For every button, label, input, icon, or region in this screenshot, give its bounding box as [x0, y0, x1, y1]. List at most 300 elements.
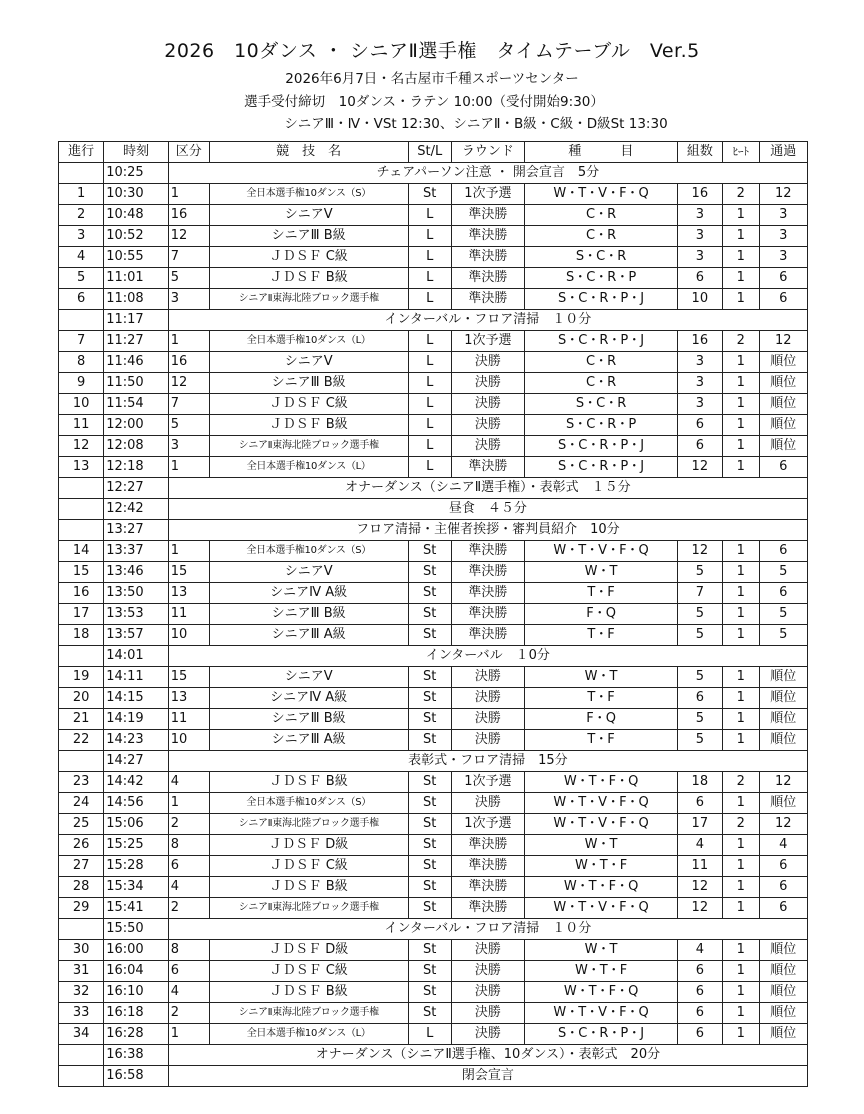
- round-cell: 準決勝: [451, 835, 524, 856]
- category-cell: 5: [168, 268, 209, 289]
- table-row: [59, 604, 808, 625]
- heat-cell: 2: [722, 331, 759, 352]
- date-venue-line: 2026年6月7日・名古屋市千種スポーツセンター: [285, 71, 579, 87]
- style-cell: St: [408, 709, 451, 730]
- competition-name: ＪＤＳＦ B級: [209, 982, 408, 1003]
- category-cell: 5: [168, 415, 209, 436]
- competition-name: シニアⅡ東海北陸ブロック選手権: [209, 814, 408, 835]
- time-cell: 14:15: [104, 688, 169, 709]
- col-header-round: ラウンド: [451, 142, 524, 163]
- table-row: [59, 352, 808, 373]
- time-cell: 15:41: [104, 898, 169, 919]
- style-cell: St: [408, 982, 451, 1003]
- competition-name: ＪＤＳＦ C級: [209, 961, 408, 982]
- progress-no: 31: [59, 961, 104, 982]
- progress-no: 32: [59, 982, 104, 1003]
- pass-cell: 順位: [759, 688, 808, 709]
- pairs-cell: 10: [677, 289, 722, 310]
- heat-cell: 1: [722, 352, 759, 373]
- dances-cell: T・F: [524, 730, 677, 751]
- col-header-competition: 競 技 名: [209, 142, 408, 163]
- competition-name: シニアⅢ B級: [209, 373, 408, 394]
- heat-cell: 1: [722, 1003, 759, 1024]
- heat-cell: 1: [722, 877, 759, 898]
- round-cell: 準決勝: [451, 625, 524, 646]
- round-cell: 1次予選: [451, 184, 524, 205]
- dances-cell: W・T・F・Q: [524, 877, 677, 898]
- category-cell: 1: [168, 793, 209, 814]
- table-row: [59, 982, 808, 1003]
- style-cell: St: [408, 961, 451, 982]
- pass-cell: 5: [759, 625, 808, 646]
- competition-name: ＪＤＳＦ B級: [209, 877, 408, 898]
- progress-no: [59, 751, 104, 772]
- progress-no: 2: [59, 205, 104, 226]
- pairs-cell: 17: [677, 814, 722, 835]
- category-cell: 4: [168, 772, 209, 793]
- table-row: [59, 772, 808, 793]
- category-cell: 6: [168, 961, 209, 982]
- time-cell: 10:55: [104, 247, 169, 268]
- progress-no: 14: [59, 541, 104, 562]
- dances-cell: T・F: [524, 583, 677, 604]
- dances-cell: C・R: [524, 205, 677, 226]
- heat-cell: 1: [722, 961, 759, 982]
- event-row: [59, 310, 808, 331]
- heat-cell: 1: [722, 1024, 759, 1045]
- time-cell: 11:01: [104, 268, 169, 289]
- time-cell: 15:25: [104, 835, 169, 856]
- pass-cell: 順位: [759, 709, 808, 730]
- table-row: [59, 457, 808, 478]
- competition-name: シニアV: [209, 352, 408, 373]
- event-note: 表彰式・フロア清掃 15分: [168, 751, 807, 772]
- style-cell: St: [408, 583, 451, 604]
- time-cell: 12:00: [104, 415, 169, 436]
- progress-no: 34: [59, 1024, 104, 1045]
- category-cell: 1: [168, 184, 209, 205]
- time-cell: 16:28: [104, 1024, 169, 1045]
- pass-cell: 6: [759, 289, 808, 310]
- style-cell: L: [408, 436, 451, 457]
- style-cell: L: [408, 415, 451, 436]
- competition-name: シニアⅣ A級: [209, 688, 408, 709]
- pairs-cell: 3: [677, 226, 722, 247]
- time-cell: 14:19: [104, 709, 169, 730]
- dances-cell: W・T: [524, 835, 677, 856]
- round-cell: 準決勝: [451, 457, 524, 478]
- progress-no: 24: [59, 793, 104, 814]
- category-cell: 2: [168, 814, 209, 835]
- competition-name: ＪＤＳＦ B級: [209, 415, 408, 436]
- time-cell: 13:50: [104, 583, 169, 604]
- col-header-pass: 通過: [759, 142, 808, 163]
- pairs-cell: 5: [677, 625, 722, 646]
- category-cell: 1: [168, 1024, 209, 1045]
- category-cell: 15: [168, 667, 209, 688]
- pairs-cell: 3: [677, 373, 722, 394]
- heat-cell: 1: [722, 604, 759, 625]
- style-cell: L: [408, 226, 451, 247]
- dances-cell: S・C・R・P・J: [524, 289, 677, 310]
- pass-cell: 6: [759, 583, 808, 604]
- col-header-pairs: 組数: [677, 142, 722, 163]
- heat-cell: 1: [722, 793, 759, 814]
- pairs-cell: 5: [677, 604, 722, 625]
- heat-cell: 2: [722, 814, 759, 835]
- heat-cell: 1: [722, 982, 759, 1003]
- dances-cell: C・R: [524, 373, 677, 394]
- progress-no: [59, 1045, 104, 1066]
- heat-cell: 1: [722, 268, 759, 289]
- progress-no: 29: [59, 898, 104, 919]
- pass-cell: 順位: [759, 394, 808, 415]
- dances-cell: W・T: [524, 940, 677, 961]
- time-cell: 16:58: [104, 1066, 169, 1087]
- progress-no: 12: [59, 436, 104, 457]
- dances-cell: C・R: [524, 352, 677, 373]
- dances-cell: S・C・R・P・J: [524, 331, 677, 352]
- dances-cell: W・T・V・F・Q: [524, 793, 677, 814]
- progress-no: 19: [59, 667, 104, 688]
- dances-cell: F・Q: [524, 604, 677, 625]
- round-cell: 決勝: [451, 793, 524, 814]
- pairs-cell: 16: [677, 331, 722, 352]
- pairs-cell: 6: [677, 268, 722, 289]
- pass-cell: 順位: [759, 940, 808, 961]
- pairs-cell: 4: [677, 940, 722, 961]
- col-header-dances: 種 目: [524, 142, 677, 163]
- heat-cell: 1: [722, 688, 759, 709]
- style-cell: L: [408, 205, 451, 226]
- time-cell: 10:25: [104, 163, 169, 184]
- round-cell: 決勝: [451, 688, 524, 709]
- page-title: 2026 10ダンス ・ シニアⅡ選手権 タイムテーブル Ver.5: [164, 40, 700, 62]
- category-cell: 10: [168, 730, 209, 751]
- heat-cell: 1: [722, 856, 759, 877]
- table-row: [59, 436, 808, 457]
- event-row: [59, 478, 808, 499]
- table-row: [59, 835, 808, 856]
- pairs-cell: 6: [677, 982, 722, 1003]
- event-note: インターバル １0分: [168, 646, 807, 667]
- pairs-cell: 6: [677, 1003, 722, 1024]
- round-cell: 準決勝: [451, 226, 524, 247]
- time-cell: 14:42: [104, 772, 169, 793]
- time-cell: 13:27: [104, 520, 169, 541]
- table-row: [59, 268, 808, 289]
- progress-no: 7: [59, 331, 104, 352]
- competition-name: シニアⅢ B級: [209, 709, 408, 730]
- time-cell: 15:50: [104, 919, 169, 940]
- table-row: [59, 688, 808, 709]
- reception-deadline-line-2: シニアⅢ・Ⅳ・VSt 12:30、シニアⅡ・B級・C級・D級St 13:30: [284, 116, 668, 132]
- category-cell: 7: [168, 394, 209, 415]
- table-row: [59, 877, 808, 898]
- progress-no: 18: [59, 625, 104, 646]
- table-row: [59, 331, 808, 352]
- timetable-body: [59, 163, 808, 1087]
- time-cell: 13:53: [104, 604, 169, 625]
- pass-cell: 3: [759, 205, 808, 226]
- competition-name: シニアⅣ A級: [209, 583, 408, 604]
- style-cell: L: [408, 457, 451, 478]
- time-cell: 14:56: [104, 793, 169, 814]
- table-row: [59, 814, 808, 835]
- style-cell: L: [408, 289, 451, 310]
- competition-name: ＪＤＳＦ B級: [209, 268, 408, 289]
- style-cell: St: [408, 772, 451, 793]
- progress-no: [59, 520, 104, 541]
- round-cell: 決勝: [451, 352, 524, 373]
- dances-cell: S・C・R・P・J: [524, 457, 677, 478]
- competition-name: シニアⅢ A級: [209, 625, 408, 646]
- event-note: インターバル・フロア清掃 １０分: [168, 919, 807, 940]
- category-cell: 10: [168, 625, 209, 646]
- style-cell: St: [408, 730, 451, 751]
- pairs-cell: 7: [677, 583, 722, 604]
- time-cell: 12:27: [104, 478, 169, 499]
- table-row: [59, 247, 808, 268]
- category-cell: 12: [168, 226, 209, 247]
- time-cell: 10:48: [104, 205, 169, 226]
- time-cell: 12:08: [104, 436, 169, 457]
- dances-cell: W・T・F: [524, 961, 677, 982]
- time-cell: 14:01: [104, 646, 169, 667]
- dances-cell: W・T・V・F・Q: [524, 1003, 677, 1024]
- table-row: [59, 373, 808, 394]
- round-cell: 準決勝: [451, 856, 524, 877]
- round-cell: 1次予選: [451, 331, 524, 352]
- category-cell: 16: [168, 205, 209, 226]
- style-cell: St: [408, 562, 451, 583]
- heat-cell: 1: [722, 940, 759, 961]
- category-cell: 2: [168, 1003, 209, 1024]
- heat-cell: 1: [722, 835, 759, 856]
- category-cell: 7: [168, 247, 209, 268]
- pairs-cell: 6: [677, 436, 722, 457]
- competition-name: 全日本選手権10ダンス（L）: [209, 457, 408, 478]
- col-header-heat: ﾋｰﾄ: [722, 142, 759, 163]
- pairs-cell: 5: [677, 562, 722, 583]
- pairs-cell: 3: [677, 247, 722, 268]
- table-row: [59, 394, 808, 415]
- competition-name: ＪＤＳＦ B級: [209, 772, 408, 793]
- dances-cell: T・F: [524, 625, 677, 646]
- pass-cell: 12: [759, 184, 808, 205]
- dances-cell: W・T・V・F・Q: [524, 814, 677, 835]
- style-cell: St: [408, 793, 451, 814]
- time-cell: 14:23: [104, 730, 169, 751]
- time-cell: 13:37: [104, 541, 169, 562]
- pass-cell: 順位: [759, 1003, 808, 1024]
- event-row: [59, 1066, 808, 1087]
- col-header-category: 区分: [168, 142, 209, 163]
- heat-cell: 1: [722, 730, 759, 751]
- time-cell: 12:42: [104, 499, 169, 520]
- pass-cell: 順位: [759, 436, 808, 457]
- dances-cell: T・F: [524, 688, 677, 709]
- progress-no: 9: [59, 373, 104, 394]
- pairs-cell: 3: [677, 352, 722, 373]
- heat-cell: 1: [722, 583, 759, 604]
- pass-cell: 6: [759, 268, 808, 289]
- progress-no: 28: [59, 877, 104, 898]
- progress-no: 33: [59, 1003, 104, 1024]
- progress-no: 11: [59, 415, 104, 436]
- round-cell: 決勝: [451, 730, 524, 751]
- pairs-cell: 16: [677, 184, 722, 205]
- round-cell: 準決勝: [451, 205, 524, 226]
- competition-name: シニアⅡ東海北陸ブロック選手権: [209, 436, 408, 457]
- round-cell: 決勝: [451, 940, 524, 961]
- time-cell: 11:27: [104, 331, 169, 352]
- event-note: オナーダンス（シニアⅡ選手権、10ダンス）・表彰式 20分: [168, 1045, 807, 1066]
- style-cell: L: [408, 373, 451, 394]
- round-cell: 決勝: [451, 1024, 524, 1045]
- progress-no: 30: [59, 940, 104, 961]
- dances-cell: W・T・V・F・Q: [524, 184, 677, 205]
- category-cell: 11: [168, 709, 209, 730]
- table-row: [59, 793, 808, 814]
- competition-name: 全日本選手権10ダンス（S）: [209, 793, 408, 814]
- category-cell: 8: [168, 835, 209, 856]
- round-cell: 決勝: [451, 436, 524, 457]
- style-cell: St: [408, 940, 451, 961]
- event-note: 昼食 ４５分: [168, 499, 807, 520]
- style-cell: St: [408, 814, 451, 835]
- event-note: インターバル・フロア清掃 １０分: [168, 310, 807, 331]
- dances-cell: W・T: [524, 667, 677, 688]
- time-cell: 16:18: [104, 1003, 169, 1024]
- category-cell: 16: [168, 352, 209, 373]
- competition-name: シニアⅡ東海北陸ブロック選手権: [209, 289, 408, 310]
- category-cell: 8: [168, 940, 209, 961]
- time-cell: 15:28: [104, 856, 169, 877]
- round-cell: 1次予選: [451, 772, 524, 793]
- progress-no: [59, 163, 104, 184]
- progress-no: 3: [59, 226, 104, 247]
- event-note: オナーダンス（シニアⅡ選手権）・表彰式 １５分: [168, 478, 807, 499]
- reception-deadline-line: 選手受付締切 10ダンス・ラテン 10:00（受付開始9:30）: [244, 94, 604, 110]
- heat-cell: 1: [722, 667, 759, 688]
- style-cell: St: [408, 835, 451, 856]
- style-cell: St: [408, 625, 451, 646]
- progress-no: 6: [59, 289, 104, 310]
- event-row: [59, 1045, 808, 1066]
- time-cell: 11:54: [104, 394, 169, 415]
- progress-no: [59, 646, 104, 667]
- heat-cell: 1: [722, 289, 759, 310]
- round-cell: 決勝: [451, 961, 524, 982]
- category-cell: 3: [168, 289, 209, 310]
- pass-cell: 順位: [759, 352, 808, 373]
- time-cell: 16:00: [104, 940, 169, 961]
- style-cell: L: [408, 331, 451, 352]
- competition-name: ＪＤＳＦ C級: [209, 394, 408, 415]
- heat-cell: 1: [722, 436, 759, 457]
- pairs-cell: 6: [677, 415, 722, 436]
- pairs-cell: 12: [677, 898, 722, 919]
- category-cell: 3: [168, 436, 209, 457]
- progress-no: 20: [59, 688, 104, 709]
- pass-cell: 5: [759, 604, 808, 625]
- competition-name: ＪＤＳＦ C級: [209, 247, 408, 268]
- style-cell: L: [408, 352, 451, 373]
- style-cell: St: [408, 541, 451, 562]
- competition-name: ＪＤＳＦ C級: [209, 856, 408, 877]
- competition-name: シニアⅡ東海北陸ブロック選手権: [209, 898, 408, 919]
- pairs-cell: 11: [677, 856, 722, 877]
- progress-no: 22: [59, 730, 104, 751]
- round-cell: 決勝: [451, 394, 524, 415]
- category-cell: 11: [168, 604, 209, 625]
- time-cell: 11:46: [104, 352, 169, 373]
- style-cell: L: [408, 1024, 451, 1045]
- table-row: [59, 730, 808, 751]
- style-cell: St: [408, 1003, 451, 1024]
- style-cell: St: [408, 604, 451, 625]
- pairs-cell: 3: [677, 394, 722, 415]
- pass-cell: 6: [759, 541, 808, 562]
- table-row: [59, 898, 808, 919]
- style-cell: St: [408, 877, 451, 898]
- competition-name: ＪＤＳＦ D級: [209, 835, 408, 856]
- pairs-cell: 18: [677, 772, 722, 793]
- progress-no: 25: [59, 814, 104, 835]
- table-row: [59, 1003, 808, 1024]
- pairs-cell: 6: [677, 688, 722, 709]
- dances-cell: S・C・R・P: [524, 268, 677, 289]
- dances-cell: S・C・R: [524, 247, 677, 268]
- category-cell: 2: [168, 898, 209, 919]
- pass-cell: 順位: [759, 982, 808, 1003]
- category-cell: 4: [168, 877, 209, 898]
- competition-name: シニアⅡ東海北陸ブロック選手権: [209, 1003, 408, 1024]
- table-row: [59, 709, 808, 730]
- round-cell: 決勝: [451, 709, 524, 730]
- pairs-cell: 12: [677, 877, 722, 898]
- pass-cell: 順位: [759, 667, 808, 688]
- table-row: [59, 625, 808, 646]
- time-cell: 12:18: [104, 457, 169, 478]
- time-cell: 10:30: [104, 184, 169, 205]
- table-row: [59, 856, 808, 877]
- heat-cell: 1: [722, 709, 759, 730]
- pass-cell: 4: [759, 835, 808, 856]
- competition-name: 全日本選手権10ダンス（L）: [209, 1024, 408, 1045]
- table-row: [59, 961, 808, 982]
- table-row: [59, 226, 808, 247]
- pass-cell: 3: [759, 226, 808, 247]
- progress-no: [59, 919, 104, 940]
- competition-name: シニアV: [209, 205, 408, 226]
- pass-cell: 順位: [759, 415, 808, 436]
- heat-cell: 1: [722, 562, 759, 583]
- category-cell: 4: [168, 982, 209, 1003]
- pass-cell: 6: [759, 898, 808, 919]
- heat-cell: 1: [722, 415, 759, 436]
- table-row: [59, 205, 808, 226]
- table-header-row: [59, 142, 808, 163]
- pass-cell: 6: [759, 877, 808, 898]
- table-row: [59, 562, 808, 583]
- table-row: [59, 940, 808, 961]
- table-row: [59, 289, 808, 310]
- time-cell: 14:11: [104, 667, 169, 688]
- progress-no: [59, 1066, 104, 1087]
- round-cell: 1次予選: [451, 814, 524, 835]
